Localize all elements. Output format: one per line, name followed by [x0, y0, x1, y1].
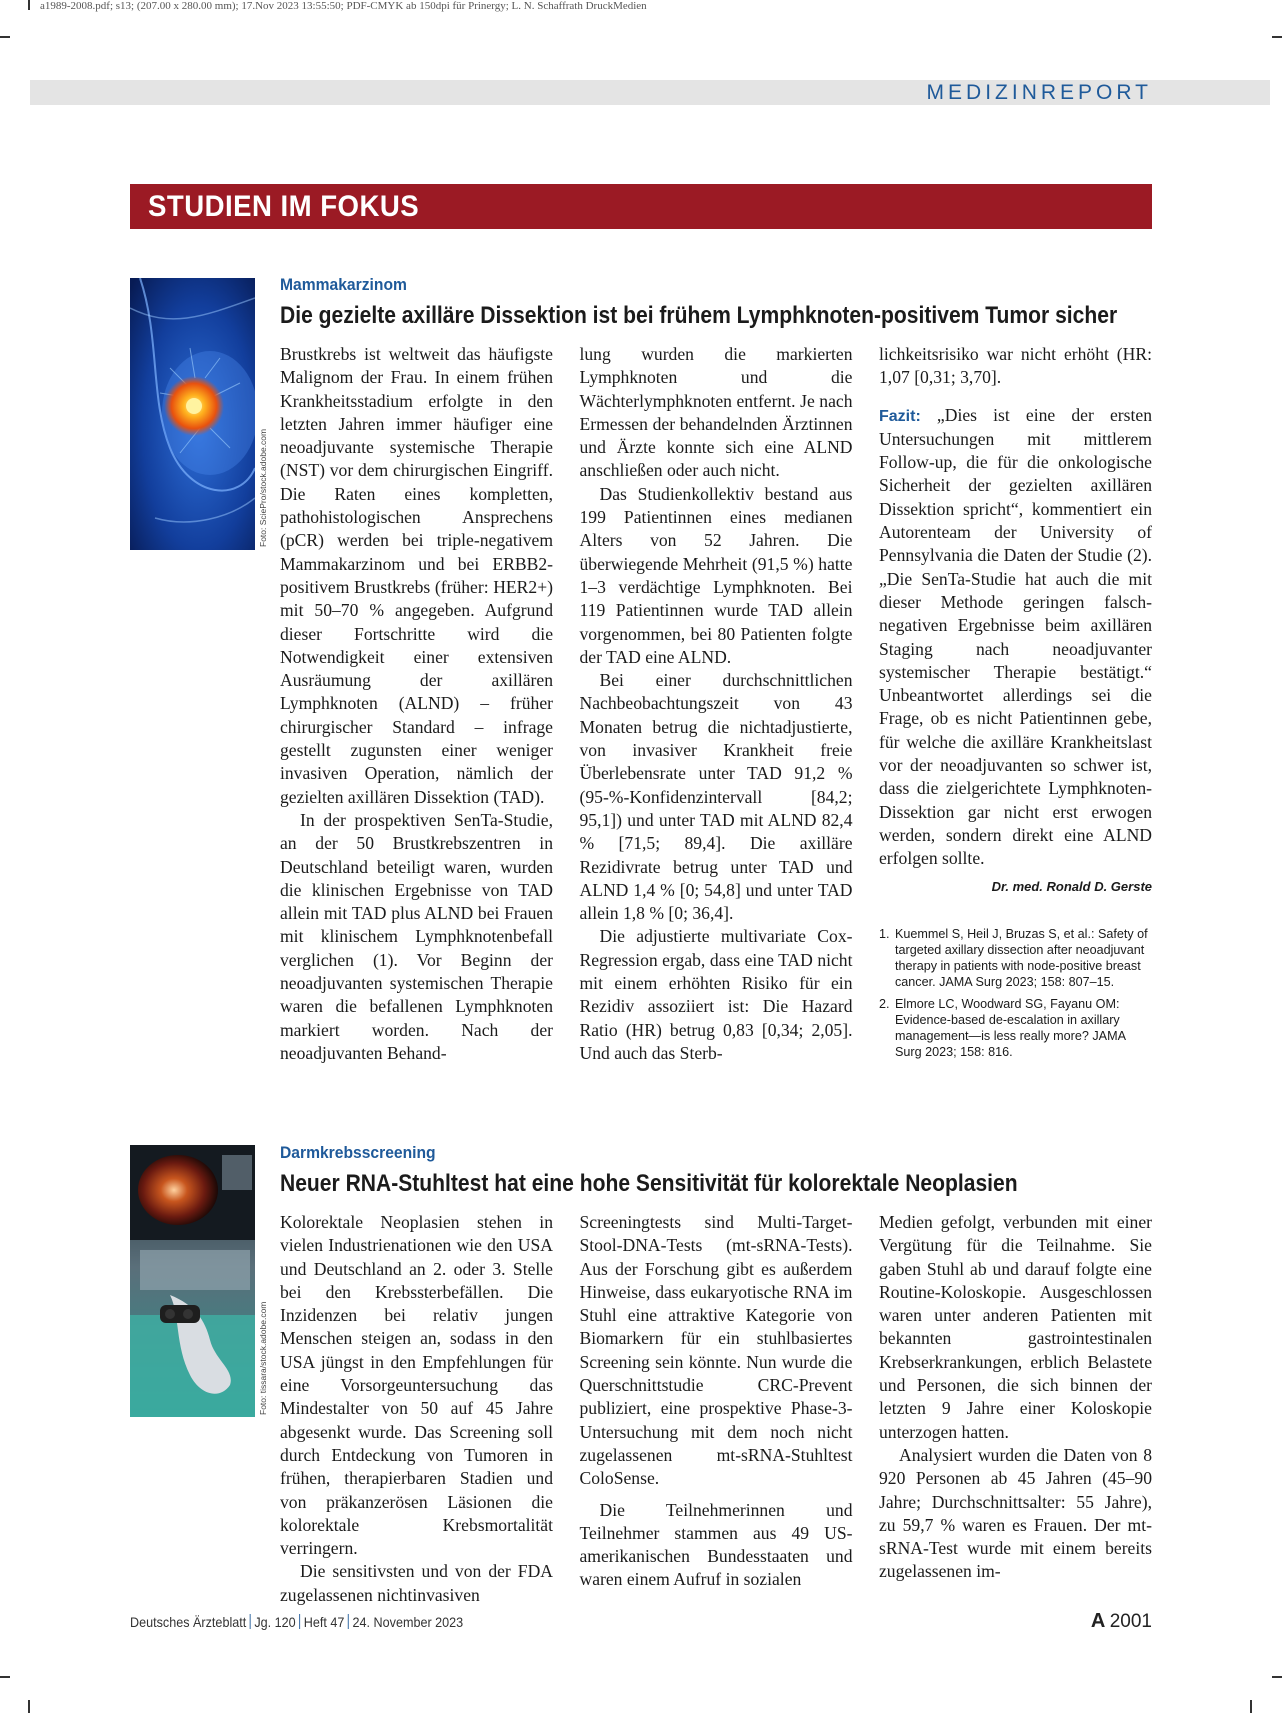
volume: Jg. 120 [254, 1614, 296, 1630]
paragraph: Die Teilnehmerinnen und Teilnehmer stammen aus 49 US-amerikanischen Bundesstaaten und waren einem Aufruf in sozialen [579, 1499, 853, 1590]
paragraph: Das Studienkollektiv bestand aus 199 Patientinnen eines medianen Alters von 52 Jahren. Die überwiegende Mehrheit (91,5 %) hatte 1–3 verdächtige Lymphknoten. Bei 119 Patientinnen wurde TAD allein vorgenommen, bei 80 Patienten folgte der TAD eine ALND. [579, 483, 853, 667]
reference-number: 1. [879, 926, 890, 941]
column-3 [879, 1211, 1152, 1607]
issue-date: 24. November 2023 [352, 1614, 464, 1630]
reference-text: Elmore LC, Woodward SG, Fayanu OM: Evidence-based de-escalation in axillary management—is less really more? JAMA Surg 2023; 158: 816. [895, 996, 1126, 1059]
column-1 [280, 1211, 553, 1607]
page-prefix: A [1090, 1610, 1106, 1632]
article-darmkrebsscreening [130, 1143, 1152, 1603]
photo-credit: Foto: tissara/stock.adobe.com [258, 1301, 268, 1415]
article-headline: Die gezielte axilläre Dissektion ist bei frühem Lymphknoten-positivem Tumor sicher [280, 302, 1118, 329]
paragraph: lichkeitsrisiko war nicht erhöht (HR: 1,07 [0,31; 3,70]. [879, 344, 1152, 388]
paragraph: Die adjustierte multivariate Cox-Regression ergab, dass eine TAD nicht mit einem erhöhten Risiko für ein Rezidiv assoziiert ist: Die Hazard Ratio (HR) betrug 0,83 [0,34; 2,05]. Und auch das Sterb- [579, 926, 853, 1063]
breast-tumor-image [130, 278, 255, 550]
paragraph: Analysiert wurden die Daten von 8 920 Personen ab 45 Jahren (45–90 Jahre; Durchschnittsalter: 55 Jahre), zu 59,7 % waren es Frauen. Der mt-sRNA-Test wurde mit einem bereits zugelassenen im- [879, 1444, 1152, 1582]
paragraph: Die sensitivsten und von der FDA zugelassenen nichtinvasiven [280, 1561, 553, 1605]
article-columns [280, 343, 1152, 1066]
reference-text: Kuemmel S, Heil J, Bruzas S, et al.: Safety of targeted axillary dissection after neoadjuvant therapy in patients with node-positive breast cancer. JAMA Surg 2023; 158: 807–15. [895, 926, 1148, 989]
page-number-value: 2001 [1109, 1611, 1152, 1632]
paragraph: In der prospektiven SenTa-Studie, an der 50 Brustkrebszentren in Deutschland beteiligt waren, wurden die klinischen Ergebnisse von TAD allein mit TAD plus ALND bei Frauen mit klinischem Lymphknotenbefall verglichen (1). Vor Beginn der neoadjuvanten systemischen Therapie waren die befallenen Lymphknoten markiert worden. Nach der neoadjuvanten Behand- [280, 809, 553, 1063]
journal-name: Deutsches Ärzteblatt [130, 1614, 247, 1630]
section-label: MEDIZINREPORT [926, 81, 1152, 104]
photo-credit: Foto: SciePro/stock.adobe.com [258, 428, 268, 547]
separator [348, 1614, 349, 1629]
crop-mark [1250, 1700, 1252, 1713]
fazit-text: „Dies ist eine der ersten Untersuchungen mit mittlerem Follow-up, die für die onkologische Sicherheit der gezielten axillären Dissektion spricht“, kommentiert ein Autorenteam der University of Pennsylvania die Daten der Studie (2). „Die SenTa-Studie hat auch die mit dieser Methode geringen falsch-negativen Ergebnisse beim axillären Staging nach neoadjuvanter systemischer Therapie bestätigt.“ Unbeantwortet allerdings sei die Frage, ob es nicht Patientinnen gebe, für welche die axilläre Krankheitslast vor der neoadjuvanten so schwer ist, dass die zielgerichtete Lymphknoten-Dissektion gar nicht erst erwogen werden, sondern direkt eine ALND erfolgen sollte. [879, 404, 1152, 869]
article-topic: Mammakarzinom [280, 275, 407, 294]
crop-mark [0, 36, 10, 38]
page-number [1091, 1610, 1152, 1633]
footer-citation [130, 1614, 463, 1630]
column-3 [879, 343, 1152, 1066]
separator [250, 1614, 251, 1629]
separator [299, 1614, 300, 1629]
print-info: a1989-2008.pdf; s13; (207.00 x 280.00 mm); 17.Nov 2023 13:55:50; PDF-CMYK ab 150dpi für Prinergy; L. N. Schaffrath DruckMedien [40, 0, 647, 12]
column-2 [580, 343, 853, 1066]
paragraph: Bei einer durchschnittlichen Nachbeobachtungszeit von 43 Monaten betrug die nichtadjustierte, von invasiver Krankheit freie Überlebensrate unter TAD 91,2 % (95-%-Konfidenzintervall [84,2; 95,1]) und unter TAD mit ALND 82,4 % [71,5; 89,4]. Die axilläre Rezidivrate betrug unter TAD und ALND 1,4 % [0; 54,8] und unter TAD allein 1,8 % [0; 36,4]. [579, 670, 853, 924]
banner-title: STUDIEN IM FOKUS [148, 190, 420, 223]
crop-mark [28, 1700, 30, 1713]
article-headline: Neuer RNA-Stuhltest hat eine hohe Sensitivität für kolorektale Neoplasien [280, 1170, 1018, 1197]
endoscopy-image [130, 1145, 255, 1417]
reference-item [879, 996, 1152, 1060]
article-topic: Darmkrebsscreening [280, 1143, 436, 1162]
section-banner [130, 184, 1152, 229]
article-columns [280, 1211, 1152, 1607]
crop-mark [28, 0, 30, 10]
crop-mark [1272, 1676, 1282, 1678]
column-2 [580, 1211, 853, 1607]
paragraph: Kolorektale Neoplasien stehen in vielen Industrienationen wie den USA und Deutschland an 2. oder 3. Stelle bei den Krebssterbefällen. Die Inzidenzen bei relativ jungen Menschen steigen an, sodass in den USA jüngst in den Empfehlungen für eine Vorsorgeuntersuchung das Mindestalter von 50 auf 45 Jahre abgesenkt wurde. Das Screening soll durch Entdeckung von Tumoren in frühen, therapierbaren Stadien und von präkanzerösen Läsionen die kolorektale Krebsmortalität verringern. [280, 1212, 553, 1559]
article-mammakarzinom [130, 275, 1152, 1075]
column-1 [280, 343, 553, 1066]
reference-number: 2. [879, 996, 890, 1011]
fazit-label: Fazit: [879, 407, 921, 425]
paragraph: Brustkrebs ist weltweit das häufigste Malignom der Frau. In einem frühen Krankheitsstadium erfolgte in den letzten Jahren immer häufiger eine neoadjuvante systemische Therapie (NST) vor dem chirurgischen Eingriff. Die Raten eines kompletten, pathohistologischen Ansprechens (pCR) werden bei triple-negativem Mammakarzinom und bei ERBB2-positivem Brustkrebs (früher: HER2+) mit 50–70 % angegeben. Aufgrund dieser Fortschritte wird die Notwendigkeit einer extensiven Ausräumung der axillären Lymphknoten (ALND) – früher chirurgischer Standard – infrage gestellt zugunsten einer weniger invasiven Operation, nämlich der gezielten axillären Dissektion (TAD). [280, 344, 553, 807]
paragraph: lung wurden die markierten Lymphknoten und die Wächterlymphknoten entfernt. Je nach Ermessen der behandelnden Ärztinnen und Ärzte konnte sich eine ALND anschließen oder auch nicht. [579, 344, 853, 481]
crop-mark [0, 1676, 10, 1678]
paragraph: Screeningtests sind Multi-Target-Stool-DNA-Tests (mt-sRNA-Tests). Aus der Forschung gibt es außerdem Hinweise, dass eukaryotische RNA im Stuhl eine attraktive Kategorie von Biomarkern für ein stuhlbasiertes Screening sein könnte. Nun wurde die Querschnittstudie CRC-Prevent publiziert, eine prospektive Phase-3-Untersuchung mit dem noch nicht zugelassenen mt-sRNA-Stuhltest ColoSense. [579, 1212, 853, 1489]
paragraph: Medien gefolgt, verbunden mit einer Vergütung für die Teilnahme. Sie gaben Stuhl ab und darauf folgte eine Routine-Koloskopie. Ausgeschlossen waren unter anderen Patienten mit bekannten gastrointestinalen Krebserkrankungen, erblich Belastete und Personen, die sich binnen der letzten 9 Jahre einer Koloskopie unterzogen hatten. [879, 1212, 1152, 1442]
fazit-paragraph [879, 404, 1152, 871]
reference-item [879, 926, 1152, 990]
author-name: Dr. med. Ronald D. Gerste [991, 878, 1152, 894]
issue: Heft 47 [303, 1614, 345, 1630]
crop-mark [1272, 36, 1282, 38]
reference-list [879, 926, 1152, 1060]
